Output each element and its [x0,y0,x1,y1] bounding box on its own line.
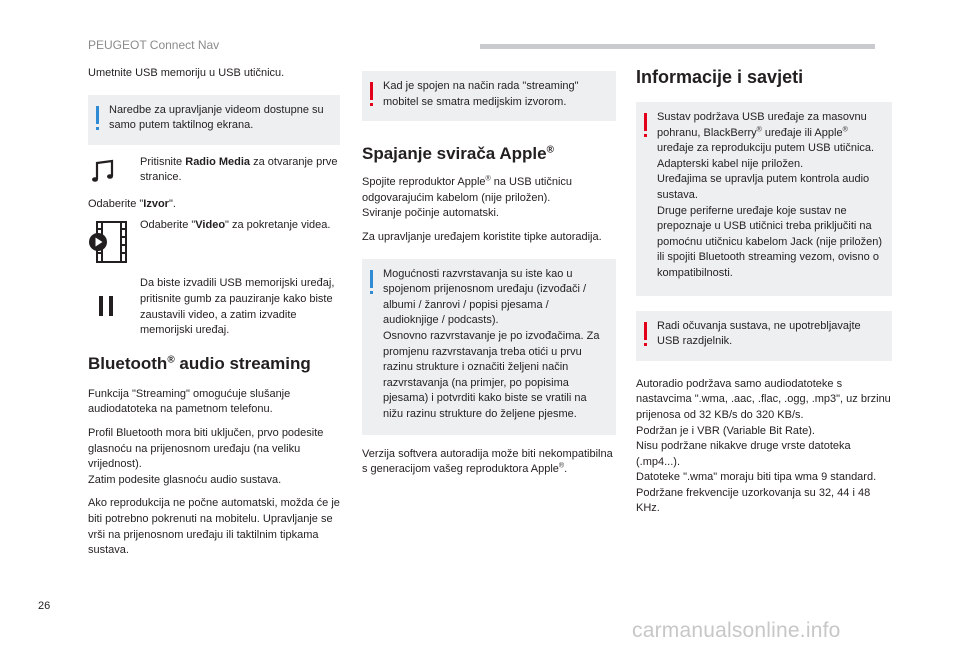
warning-mark-icon [644,322,647,340]
select-source [88,197,340,213]
bt-paragraph-1: Funkcija "Streaming" omogućuje slušanje audiodatoteka na pametnom telefonu. [88,387,291,416]
bt-paragraph-3: Ako reprodukcija ne počne automatski, možda će je biti potrebno pokrenuti na mobitelu. Upravljanje se vrši na prijenosnom uređaju ili taktilnim tipkama sustava. [88,497,340,557]
column-1 [88,66,340,559]
bt-heading-a: Bluetooth [88,353,168,373]
select-post: ". [168,197,176,210]
apple-p1-b: na USB utičnicu odgovarajućim kabelom (nije priložen). [362,176,573,204]
warn-usb-sup2: ® [842,125,848,133]
column-3 [636,66,892,517]
apple-heading-sup: ® [546,144,554,156]
warn-hub-text: Radi očuvanja sustava, ne upotrebljavajte USB razdjelnik. [657,319,861,348]
warn-hub-box [636,311,892,361]
warn-usb-text-d: Uređajima se upravlja putem kontrola audio sustava. [657,173,870,201]
warn-streaming-text: Kad je spojen na način rada "streaming" mobitel se smatra medijskim izvorom. [383,80,579,108]
step-video [88,218,340,270]
software-b: . [564,463,568,476]
step-radio-media [88,155,340,195]
software-a: Verzija softvera autoradija može biti nekompatibilna s generacijom vašeg reproduktora Apple [362,447,613,476]
step-radio-post: za otvaranje prve stranice. [140,155,338,184]
apple-heading-text: Spajanje svirača Apple [362,144,547,164]
running-header: PEUGEOT Connect Nav [88,38,220,52]
software-sup: ® [558,462,565,470]
step-pause [88,276,340,338]
step-pause-text: Da biste izvadili USB memorijski uređaj, pritisnite gumb za pauziranje kako biste zaustavili video, a zatim izvadite memorijski uređaj. [140,277,335,337]
note-video-box [88,95,340,145]
warn-usb-c: uređaje za reprodukciju putem USB utičnica. Adapterski kabel nije priložen. [657,142,875,170]
note-sort-text-b: Osnovno razvrstavanje je po izvođačima. Za promjenu razvrstavanja treba otići u prvu razinu strukture i označiti željeni način razvrstavanja (na primjer, po popisima pjesama) i potvrditi kako biste se vratili na nižu razinu strukture do željene pjesme. [383,329,600,420]
warn-usb-b: uređaje ili Apple [761,126,843,139]
apple-p1-a: Spojite reproduktor Apple [362,176,486,189]
header-bar [480,44,875,49]
warn-usb-text-a [657,110,882,172]
apple-paragraph-2: Za upravljanje uređajem koristite tipke autoradija. [362,230,602,243]
warning-mark-icon [644,113,647,131]
step-video-post: " za pokretanje videa. [225,219,331,232]
apple-paragraph-1c: Sviranje počinje automatski. [362,207,499,220]
warn-usb-box [636,102,892,296]
bt-paragraph-2a: Profil Bluetooth mora biti uključen, prvo podesite glasnoću na prijenosnom uređaju (na veliku vrijednost). [88,426,324,471]
page-number: 26 [38,600,51,612]
info-mark-icon [96,106,99,124]
apple-heading [362,143,616,165]
formats-c: Nisu podržane nikakve druge vrste datoteka (.mp4...). [636,440,851,468]
note-video-text: Naredbe za upravljanje videom dostupne su samo putem taktilnog ekrana. [109,103,324,132]
note-sort-text-a: Mogućnosti razvrstavanja su iste kao u spojenom prijenosnom uređaju (izvođači / albumi / žanrovi / popisi pjesama / audioknjige / podcasts). [383,267,586,327]
bt-paragraph-2b: Zatim podesite glasnoću audio sustava. [88,473,282,486]
bt-heading-sup: ® [167,354,175,366]
formats-e: Podržane frekvencije uzorkovanja su 32, 44 i 48 KHz. [636,486,871,515]
formats-a: Autoradio podržava samo audiodatoteke s nastavcima ".wma, .aac, .flac, .ogg, .mp3", uz brzinu prijenosa od 32 KB/s do 320 KB/s. [636,377,891,421]
column-2 [362,71,616,478]
note-sort-box [362,259,616,435]
music-note-icon [88,155,120,187]
step-radio-pre: Pritisnite [140,155,186,168]
pause-icon [88,290,120,330]
info-mark-icon [370,270,373,288]
video-label: Video [195,219,226,232]
radio-media-label: Radio Media [185,155,251,168]
watermark: carmanualsonline.info [632,619,841,642]
bluetooth-heading [88,353,340,375]
bt-heading-b: audio streaming [174,353,311,373]
warn-usb-sup1: ® [756,125,762,133]
apple-p1-sup: ® [485,175,491,183]
apple-paragraph-1 [362,175,616,206]
warn-usb-a: Sustav podržava USB uređaje za masovnu pohranu, BlackBerry [657,111,867,139]
warning-mark-icon [370,82,373,100]
step-video-pre: Odaberite " [140,219,196,232]
video-play-icon [88,220,128,264]
warn-streaming-box [362,71,616,121]
source-label: Izvor [143,197,169,210]
info-heading: Informacije i savjeti [636,67,804,87]
formats-d: Datoteke ".wma" moraju biti tipa wma 9 standard. [636,471,877,484]
software-note [362,447,616,478]
formats-b: Podržan je i VBR (Variable Bit Rate). [636,424,815,437]
select-pre: Odaberite " [88,197,144,210]
warn-usb-text-e: Druge periferne uređaje koje sustav ne prepoznaje u USB utičnici treba priključiti na pomoćnu utičnicu kabelom Jack (nije priložen) ili spojiti Bluetooth streaming vezom, ovisno o kompatibilnosti. [657,204,882,279]
usb-intro: Umetnite USB memoriju u USB utičnicu. [88,67,285,79]
